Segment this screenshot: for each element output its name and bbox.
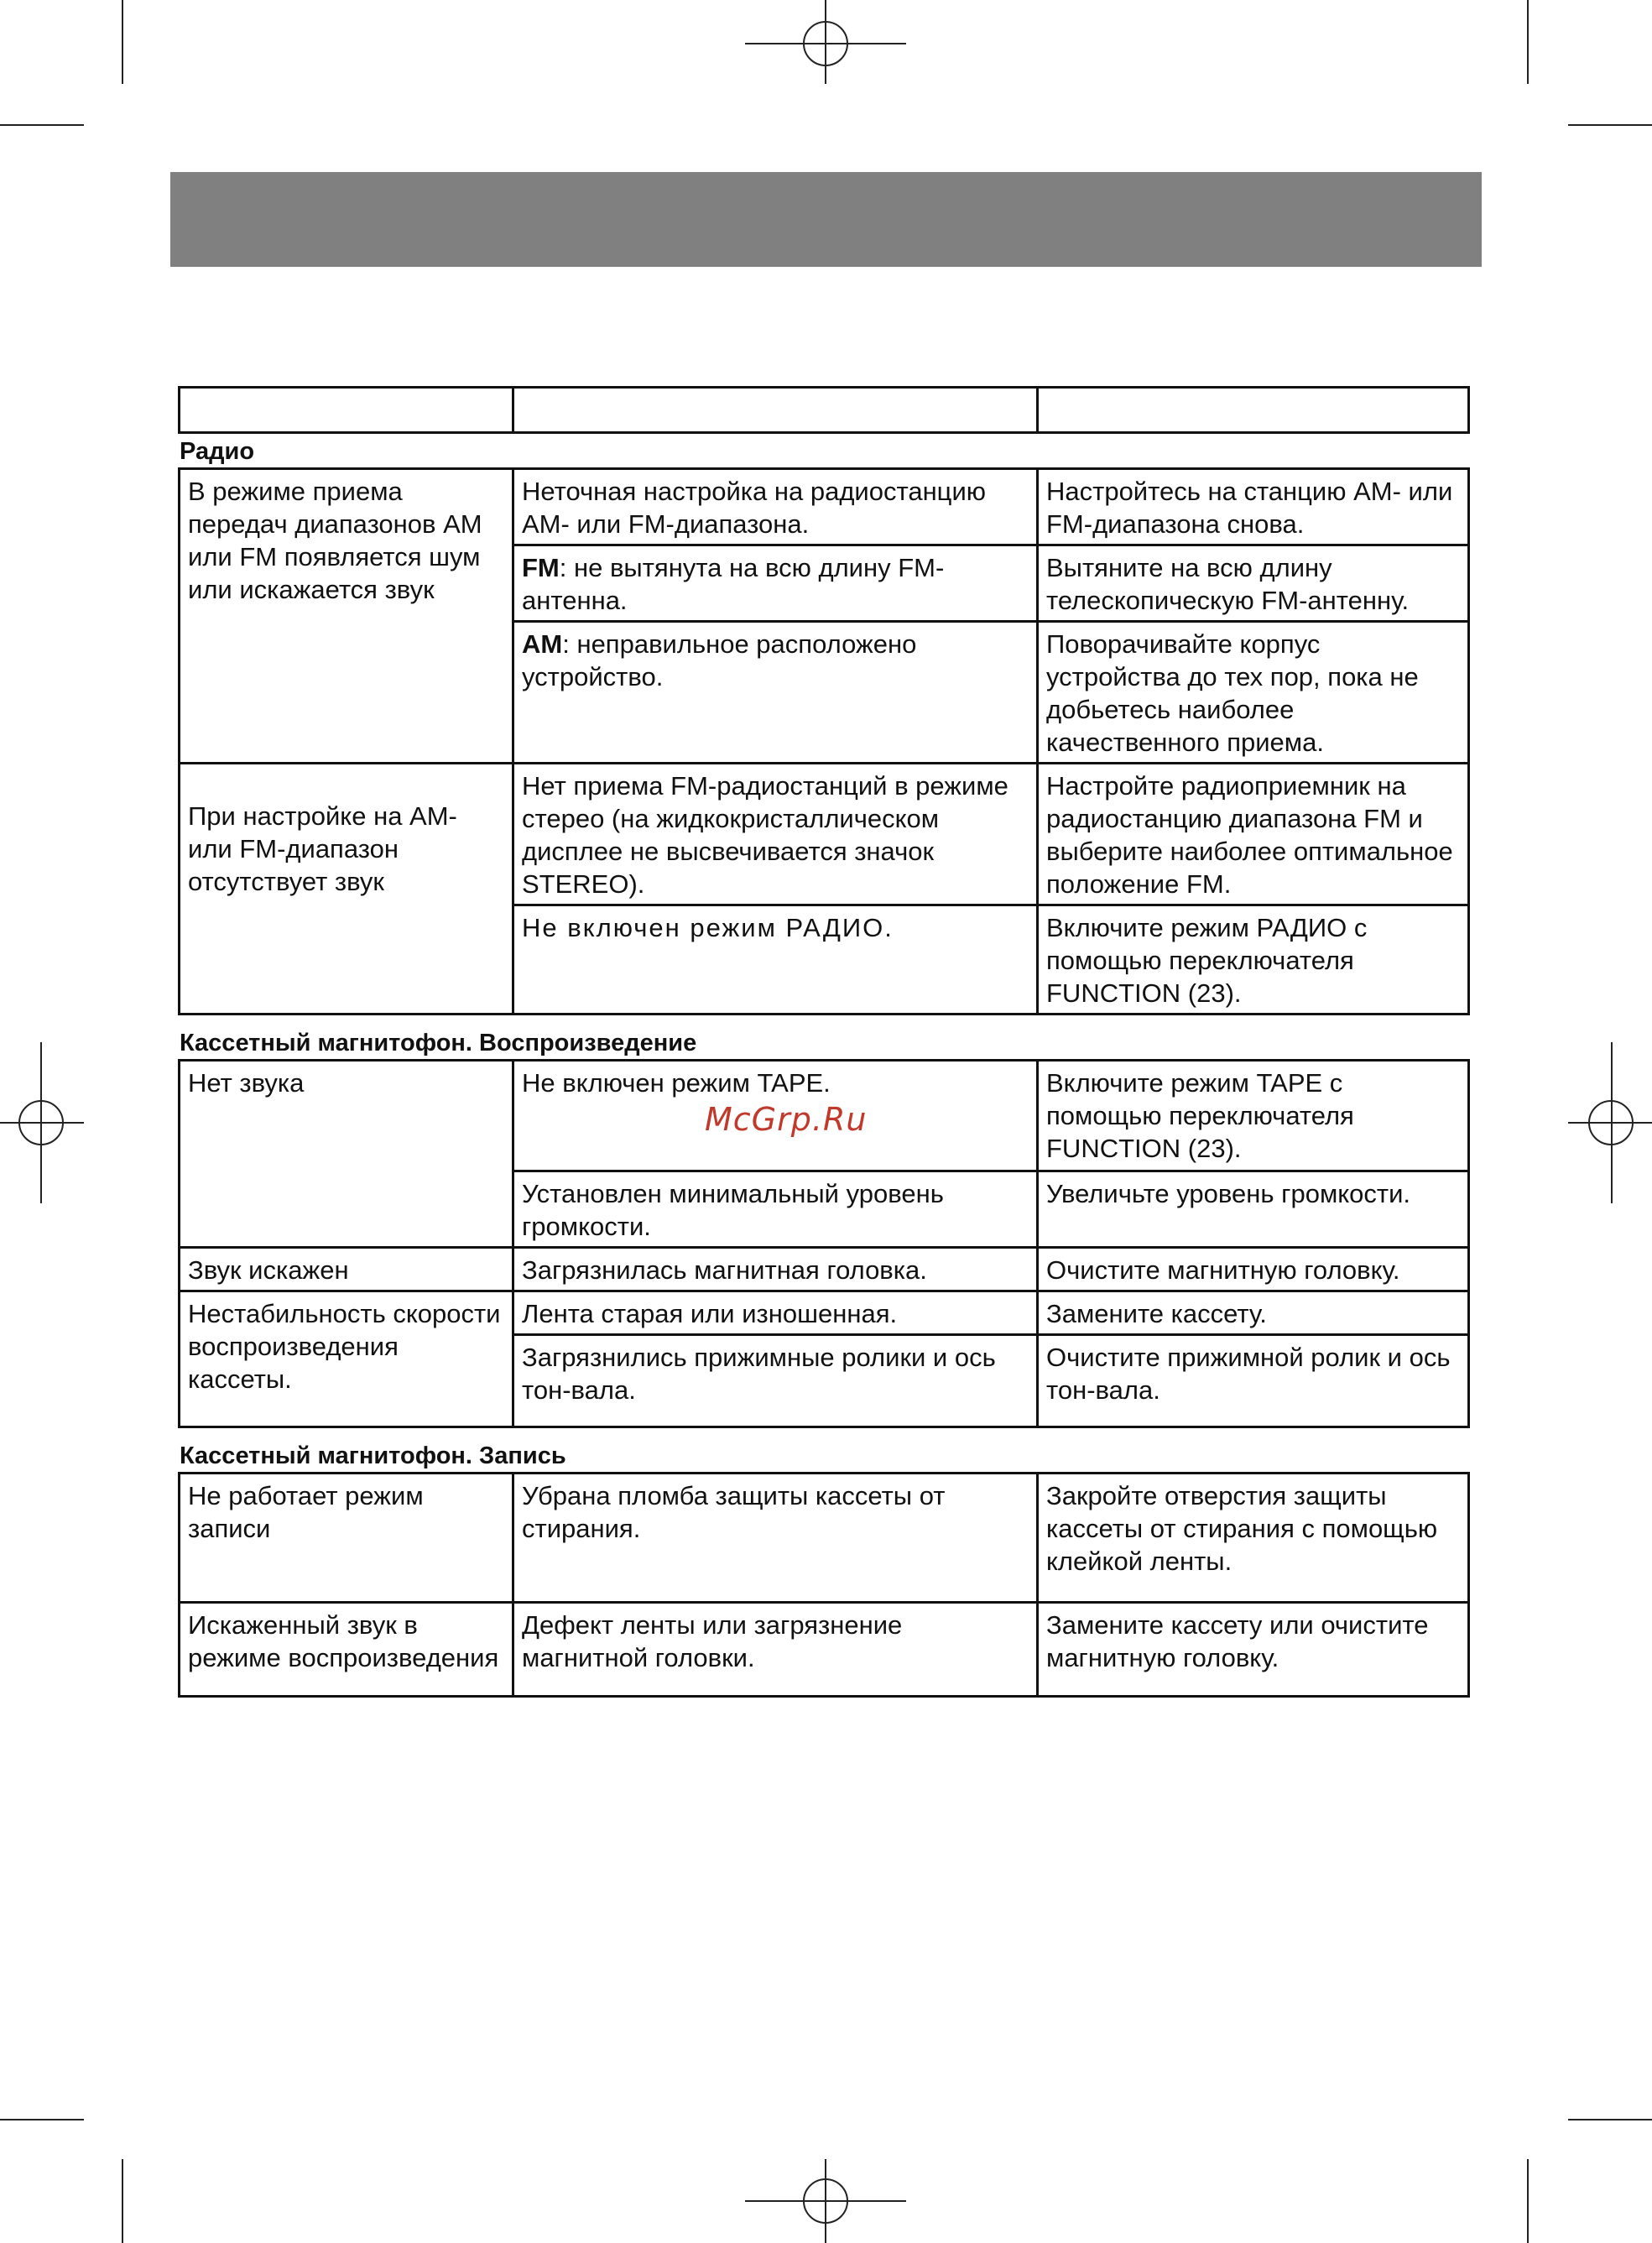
- cause-cell: Установлен минимальный уровень громкости.: [513, 1171, 1038, 1248]
- remedy-cell: Поворачивайте корпус устройства до тех пор, пока не добьетесь наиболее качественного приема.: [1038, 622, 1469, 764]
- cause-cell: Убрана пломба защиты кассеты от стирания.: [513, 1474, 1038, 1603]
- band-label: AM: [522, 629, 563, 659]
- header-bar: [170, 172, 1482, 267]
- cause-text: : неправильное расположено устройство.: [522, 629, 917, 691]
- cause-cell: Загрязнилась магнитная головка.: [513, 1248, 1038, 1291]
- remedy-cell: Замените кассету.: [1038, 1291, 1469, 1335]
- problem-cell: В режиме приема передач диапазонов AM или FM появляется шум или искажается звук: [180, 469, 513, 764]
- remedy-cell: Включите режим РАДИО с помощью переключателя FUNCTION (23).: [1038, 905, 1469, 1015]
- crop-mark: [0, 2119, 84, 2120]
- table-row: [180, 1291, 1469, 1335]
- crop-mark: [1568, 2119, 1652, 2120]
- crop-mark: [0, 124, 84, 126]
- table-row: [180, 1248, 1469, 1291]
- header-cell: [513, 388, 1038, 433]
- crop-mark: [1527, 2159, 1529, 2243]
- section-table-recording: [178, 1472, 1470, 1698]
- table-row: [180, 469, 1469, 545]
- table-header: [178, 386, 1470, 434]
- remedy-cell: Очистите прижимной ролик и ось тон-вала.: [1038, 1335, 1469, 1427]
- section-title: Кассетный магнитофон. Воспроизведение: [180, 1030, 697, 1056]
- cause-cell: [513, 545, 1038, 622]
- band-label: FM: [522, 553, 560, 582]
- section-title: Радио: [180, 438, 255, 465]
- problem-cell: Нет звука: [180, 1061, 513, 1248]
- table-row: [180, 1603, 1469, 1697]
- remedy-cell: Увеличьте уровень громкости.: [1038, 1171, 1469, 1248]
- problem-cell: Звук искажен: [180, 1248, 513, 1291]
- remedy-cell: Очистите магнитную головку.: [1038, 1248, 1469, 1291]
- remedy-cell: Закройте отверстия защиты кассеты от стирания с помощью клейкой ленты.: [1038, 1474, 1469, 1603]
- problem-cell: Нестабильность скорости воспроизведения кассеты.: [180, 1291, 513, 1427]
- cause-cell: Нет приема FM-радиостанций в режиме стерео (на жидкокристаллическом дисплее не высвечивается значок STEREO).: [513, 764, 1038, 905]
- cause-cell: Не включен режим РАДИО.: [513, 905, 1038, 1015]
- table-row: [180, 1474, 1469, 1603]
- cause-cell: Лента старая или изношенная.: [513, 1291, 1038, 1335]
- crop-mark: [1527, 0, 1529, 84]
- cause-cell: Загрязнились прижимные ролики и ось тон-вала.: [513, 1335, 1038, 1427]
- crop-mark: [122, 0, 123, 84]
- remedy-cell: Вытяните на всю длину телескопическую FM-антенну.: [1038, 545, 1469, 622]
- cause-cell: [513, 622, 1038, 764]
- troubleshooting-table: [178, 386, 1467, 1698]
- remedy-cell: Настройте радиоприемник на радиостанцию диапазона FM и выберите наиболее оптимальное положение FM.: [1038, 764, 1469, 905]
- crop-mark: [122, 2159, 123, 2243]
- crop-mark: [1568, 124, 1652, 126]
- problem-cell: Не работает режим записи: [180, 1474, 513, 1603]
- header-cell: [1038, 388, 1469, 433]
- watermark: McGrp.Ru: [705, 1101, 868, 1138]
- remedy-cell: Включите режим TAPE с помощью переключателя FUNCTION (23).: [1038, 1061, 1469, 1171]
- cause-cell: Не включен режим TAPE.: [513, 1061, 1038, 1171]
- problem-cell: При настройке на AM- или FM-диапазон отсутствует звук: [180, 764, 513, 1015]
- remedy-cell: Замените кассету или очистите магнитную головку.: [1038, 1603, 1469, 1697]
- cause-text: : не вытянута на всю длину FM-антенна.: [522, 553, 945, 615]
- problem-cell: Искаженный звук в режиме воспроизведения: [180, 1603, 513, 1697]
- section-table-radio: [178, 467, 1470, 1015]
- section-title: Кассетный магнитофон. Запись: [180, 1442, 566, 1469]
- header-cell: [180, 388, 513, 433]
- remedy-cell: Настройтесь на станцию AM- или FM-диапазона снова.: [1038, 469, 1469, 545]
- cause-cell: Дефект ленты или загрязнение магнитной головки.: [513, 1603, 1038, 1697]
- cause-cell: Неточная настройка на радиостанцию AM- или FM-диапазона.: [513, 469, 1038, 545]
- table-row: [180, 764, 1469, 905]
